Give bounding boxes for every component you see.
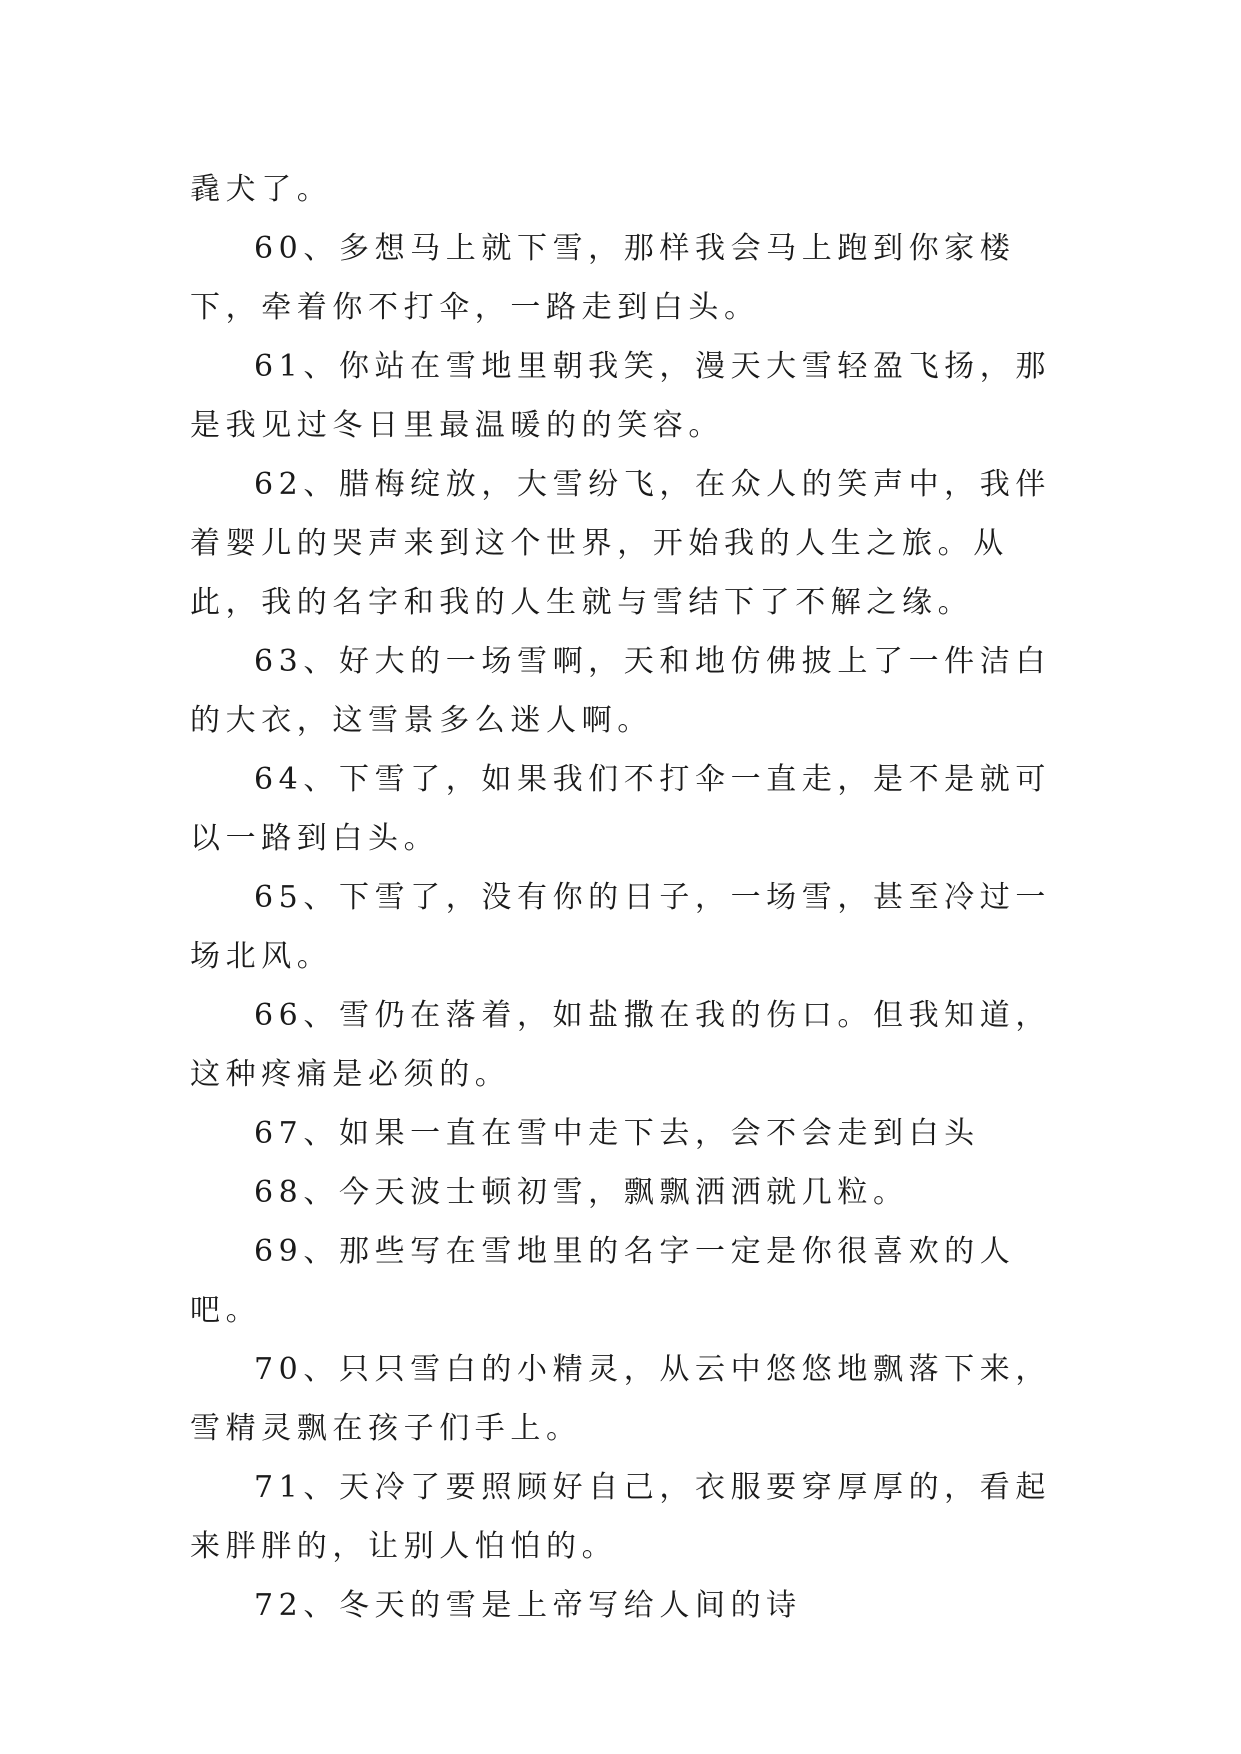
paragraph-63: 63、好大的一场雪啊，天和地仿佛披上了一件洁白的大衣，这雪景多么迷人啊。 (190, 644, 1051, 738)
paragraph-72: 72、冬天的雪是上帝写给人间的诗 (254, 1588, 802, 1623)
paragraph-continuation: 毳犬了。 (190, 172, 333, 207)
paragraph-64: 64、下雪了，如果我们不打伞一直走，是不是就可以一路到白头。 (190, 762, 1051, 856)
paragraph-62: 62、腊梅绽放，大雪纷飞，在众人的笑声中，我伴着婴儿的哭声来到这个世界，开始我的人生之旅。从此，我的名字和我的人生就与雪结下了不解之缘。 (190, 467, 1051, 620)
paragraph-60: 60、多想马上就下雪，那样我会马上跑到你家楼下，牵着你不打伞，一路走到白头。 (190, 231, 1016, 325)
paragraph-69: 69、那些写在雪地里的名字一定是你很喜欢的人吧。 (190, 1234, 1016, 1328)
paragraph-70: 70、只只雪白的小精灵，从云中悠悠地飘落下来，雪精灵飘在孩子们手上。 (190, 1352, 1051, 1446)
paragraph-67: 67、如果一直在雪中走下去，会不会走到白头 (254, 1116, 980, 1151)
document-body (190, 160, 1060, 1635)
paragraph-68: 68、今天波士顿初雪，飘飘洒洒就几粒。 (254, 1175, 909, 1210)
paragraph-66: 66、雪仍在落着，如盐撒在我的伤口。但我知道，这种疼痛是必须的。 (190, 998, 1051, 1092)
paragraph-65: 65、下雪了，没有你的日子，一场雪，甚至冷过一场北风。 (190, 880, 1051, 974)
paragraph-61: 61、你站在雪地里朝我笑，漫天大雪轻盈飞扬，那是我见过冬日里最温暖的的笑容。 (190, 349, 1051, 443)
paragraph-71: 71、天冷了要照顾好自己，衣服要穿厚厚的，看起来胖胖的，让别人怕怕的。 (190, 1470, 1051, 1564)
